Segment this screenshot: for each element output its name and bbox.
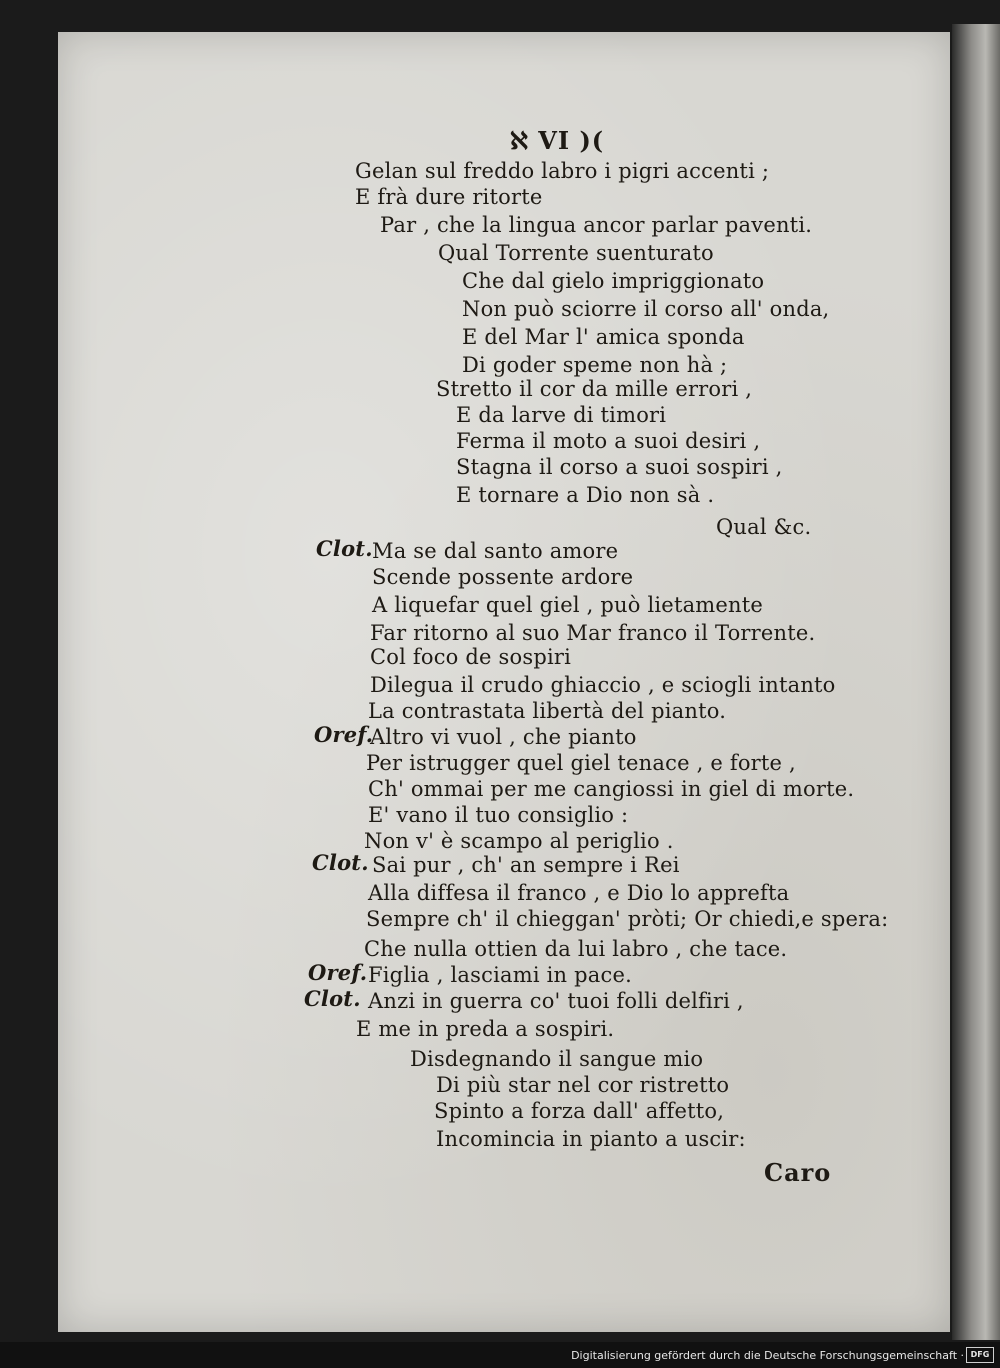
speaker-label: Clot.	[312, 850, 369, 875]
text-line: Sempre ch' il chieggan' pròti; Or chiedi,e spera:	[366, 907, 889, 931]
text-line: Per istrugger quel giel tenace , e forte ,	[366, 751, 796, 775]
text-line: E da larve di timori	[456, 403, 667, 427]
text-line: Stretto il cor da mille errori ,	[436, 377, 753, 401]
text-line: Gelan sul freddo labro i pigri accenti ;	[355, 159, 770, 183]
speaker-label: Oref.	[314, 722, 374, 747]
text-line: A liquefar quel giel , può lietamente	[372, 593, 764, 617]
speaker-label: Clot.	[304, 986, 361, 1011]
text-line: Incomincia in pianto a uscir:	[436, 1127, 746, 1151]
text-line: Alla diffesa il franco , e Dio lo apprefta	[368, 881, 790, 905]
text-line: Di goder speme non hà ;	[462, 353, 728, 377]
text-line: Qual &c.	[716, 515, 812, 539]
text-line: Qual Torrente suenturato	[438, 241, 714, 265]
footer-bar	[0, 1342, 1000, 1368]
text-line: Ma se dal santo amore	[372, 539, 619, 563]
dfg-logo-icon: DFG	[966, 1347, 994, 1363]
text-line: E me in preda a sospiri.	[356, 1017, 615, 1041]
text-line: Non v' è scampo al periglio .	[364, 829, 674, 853]
text-line: Altro vi vuol , che pianto	[370, 725, 637, 749]
page-header: ℵ VI )(	[510, 126, 605, 155]
text-line: Anzi in guerra co' tuoi folli delfiri ,	[368, 989, 744, 1013]
text-line: Par , che la lingua ancor parlar paventi.	[380, 213, 813, 237]
text-line: Ferma il moto a suoi desiri ,	[456, 429, 761, 453]
text-line: Non può sciorre il corso all' onda,	[462, 297, 830, 321]
text-line: Di più star nel cor ristretto	[436, 1073, 730, 1097]
text-line: Che dal gielo impriggionato	[462, 269, 765, 293]
text-line: Figlia , lasciami in pace.	[368, 963, 632, 987]
text-line: Col foco de sospiri	[370, 645, 572, 669]
text-line: Dilegua il crudo ghiaccio , e sciogli intanto	[370, 673, 836, 697]
text-line: Disdegnando il sangue mio	[410, 1047, 704, 1071]
text-line: E frà dure ritorte	[355, 185, 543, 209]
speaker-label: Clot.	[316, 536, 373, 561]
text-line: Ch' ommai per me cangiossi in giel di morte.	[368, 777, 855, 801]
text-line: Sai pur , ch' an sempre i Rei	[372, 853, 680, 877]
text-line: Spinto a forza dall' affetto,	[434, 1099, 725, 1123]
text-line: Stagna il corso a suoi sospiri ,	[456, 455, 783, 479]
catchword: Caro	[764, 1158, 832, 1187]
speaker-label: Oref.	[308, 960, 368, 985]
text-line: Scende possente ardore	[372, 565, 634, 589]
footer-credit: Digitalisierung gefördert durch die Deutsche Forschungsgemeinschaft ·	[571, 1349, 964, 1362]
text-line: E del Mar l' amica sponda	[462, 325, 745, 349]
text-line: La contrastata libertà del pianto.	[368, 699, 727, 723]
text-line: E' vano il tuo consiglio :	[368, 803, 629, 827]
text-line: Far ritorno al suo Mar franco il Torrente.	[370, 621, 816, 645]
text-line: E tornare a Dio non sà .	[456, 483, 715, 507]
text-line: Che nulla ottien da lui labro , che tace.	[364, 937, 788, 961]
